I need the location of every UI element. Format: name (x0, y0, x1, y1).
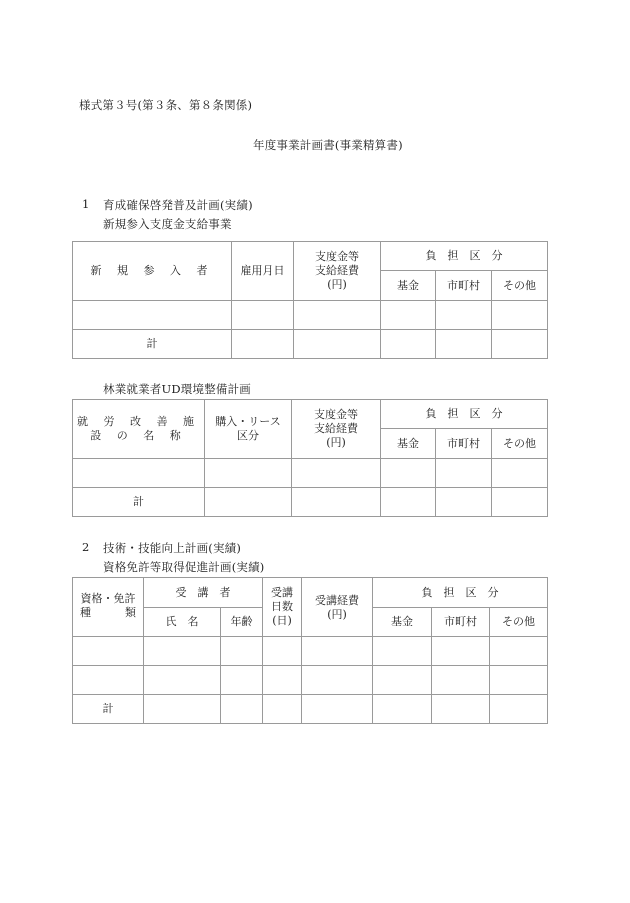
header-hire-date: 雇用月日 (232, 242, 294, 301)
license-acquisition-table (72, 577, 548, 724)
header-other: その他 (490, 608, 548, 637)
total-row (73, 330, 548, 359)
total-fund[interactable] (381, 330, 436, 359)
header-fund: 基金 (373, 608, 432, 637)
section1-heading: 育成確保啓発普及計画(実績) (103, 198, 253, 212)
cell-fund[interactable] (373, 637, 432, 666)
header-cost: 支度金等 支給経費 (円) (292, 400, 381, 459)
header-training-days: 受講 日数 (日) (263, 578, 302, 637)
header-fund: 基金 (381, 271, 436, 301)
total-fee[interactable] (302, 695, 373, 724)
header-burden: 負 担 区 分 (373, 578, 548, 608)
header-municipality: 市町村 (436, 271, 492, 301)
cell-age[interactable] (221, 666, 263, 695)
total-other[interactable] (490, 695, 548, 724)
ud-environment-table (72, 399, 548, 517)
total-municipality[interactable] (436, 330, 492, 359)
total-cost[interactable] (294, 330, 381, 359)
total-row (73, 488, 548, 517)
total-days[interactable] (263, 695, 302, 724)
cell-facility[interactable] (73, 459, 205, 488)
cell-license[interactable] (73, 666, 144, 695)
total-label: 計 (73, 330, 232, 359)
header-license-type: 資格・免許 種 類 (73, 578, 144, 637)
cell-municipality[interactable] (432, 666, 490, 695)
header-burden: 負 担 区 分 (381, 242, 548, 271)
total-row (73, 695, 548, 724)
section2-number: 2 (82, 540, 90, 554)
total-other[interactable] (492, 488, 548, 517)
cell-municipality[interactable] (432, 637, 490, 666)
cell-license[interactable] (73, 637, 144, 666)
total-age[interactable] (221, 695, 263, 724)
section1-number: 1 (82, 197, 90, 211)
cell-days[interactable] (263, 637, 302, 666)
header-new-entrant: 新 規 参 入 者 (73, 242, 232, 301)
header-trainee: 受 講 者 (144, 578, 263, 608)
header-facility-name: 就 労 改 善 施 設 の 名 称 (73, 400, 205, 459)
section1-sub1-title: 新規参入支度金支給事業 (103, 217, 232, 231)
total-municipality[interactable] (432, 695, 490, 724)
cell-days[interactable] (263, 666, 302, 695)
total-name[interactable] (144, 695, 221, 724)
total-hire-date[interactable] (232, 330, 294, 359)
cell-fund[interactable] (381, 301, 436, 330)
table-row (73, 459, 548, 488)
header-training-fee: 受講経費 (円) (302, 578, 373, 637)
header-other: その他 (492, 429, 548, 459)
cell-other[interactable] (490, 666, 548, 695)
cell-age[interactable] (221, 637, 263, 666)
section1-sub2-title: 林業就業者UD環境整備計画 (103, 382, 252, 396)
section2-sub1-title: 資格免許等取得促進計画(実績) (103, 560, 265, 574)
total-fund[interactable] (381, 488, 436, 517)
total-cost[interactable] (292, 488, 381, 517)
cell-municipality[interactable] (436, 301, 492, 330)
cell-other[interactable] (492, 459, 548, 488)
header-age: 年齢 (221, 608, 263, 637)
header-fund: 基金 (381, 429, 436, 459)
header-burden: 負 担 区 分 (381, 400, 548, 429)
section2-heading: 技術・技能向上計画(実績) (103, 541, 242, 555)
cell-fee[interactable] (302, 666, 373, 695)
document-title: 年度事業計画書(事業精算書) (253, 138, 403, 152)
total-label: 計 (73, 488, 205, 517)
cell-cost[interactable] (294, 301, 381, 330)
cell-name[interactable] (144, 637, 221, 666)
total-municipality[interactable] (436, 488, 492, 517)
table-row (73, 301, 548, 330)
cell-cost[interactable] (292, 459, 381, 488)
total-fund[interactable] (373, 695, 432, 724)
cell-other[interactable] (492, 301, 548, 330)
header-municipality: 市町村 (432, 608, 490, 637)
table-row (73, 666, 548, 695)
header-municipality: 市町村 (436, 429, 492, 459)
cell-fee[interactable] (302, 637, 373, 666)
header-cost: 支度金等 支給経費 (円) (294, 242, 381, 301)
cell-fund[interactable] (381, 459, 436, 488)
total-other[interactable] (492, 330, 548, 359)
header-purchase-lease: 購入・リース 区分 (205, 400, 292, 459)
cell-hire-date[interactable] (232, 301, 294, 330)
cell-purchase[interactable] (205, 459, 292, 488)
new-entrant-table (72, 241, 548, 359)
total-purchase[interactable] (205, 488, 292, 517)
total-label: 計 (73, 695, 144, 724)
cell-name[interactable] (73, 301, 232, 330)
cell-fund[interactable] (373, 666, 432, 695)
form-number: 様式第３号(第３条、第８条関係) (79, 98, 253, 112)
cell-other[interactable] (490, 637, 548, 666)
cell-name[interactable] (144, 666, 221, 695)
header-other: その他 (492, 271, 548, 301)
cell-municipality[interactable] (436, 459, 492, 488)
table-row (73, 637, 548, 666)
header-name: 氏 名 (144, 608, 221, 637)
